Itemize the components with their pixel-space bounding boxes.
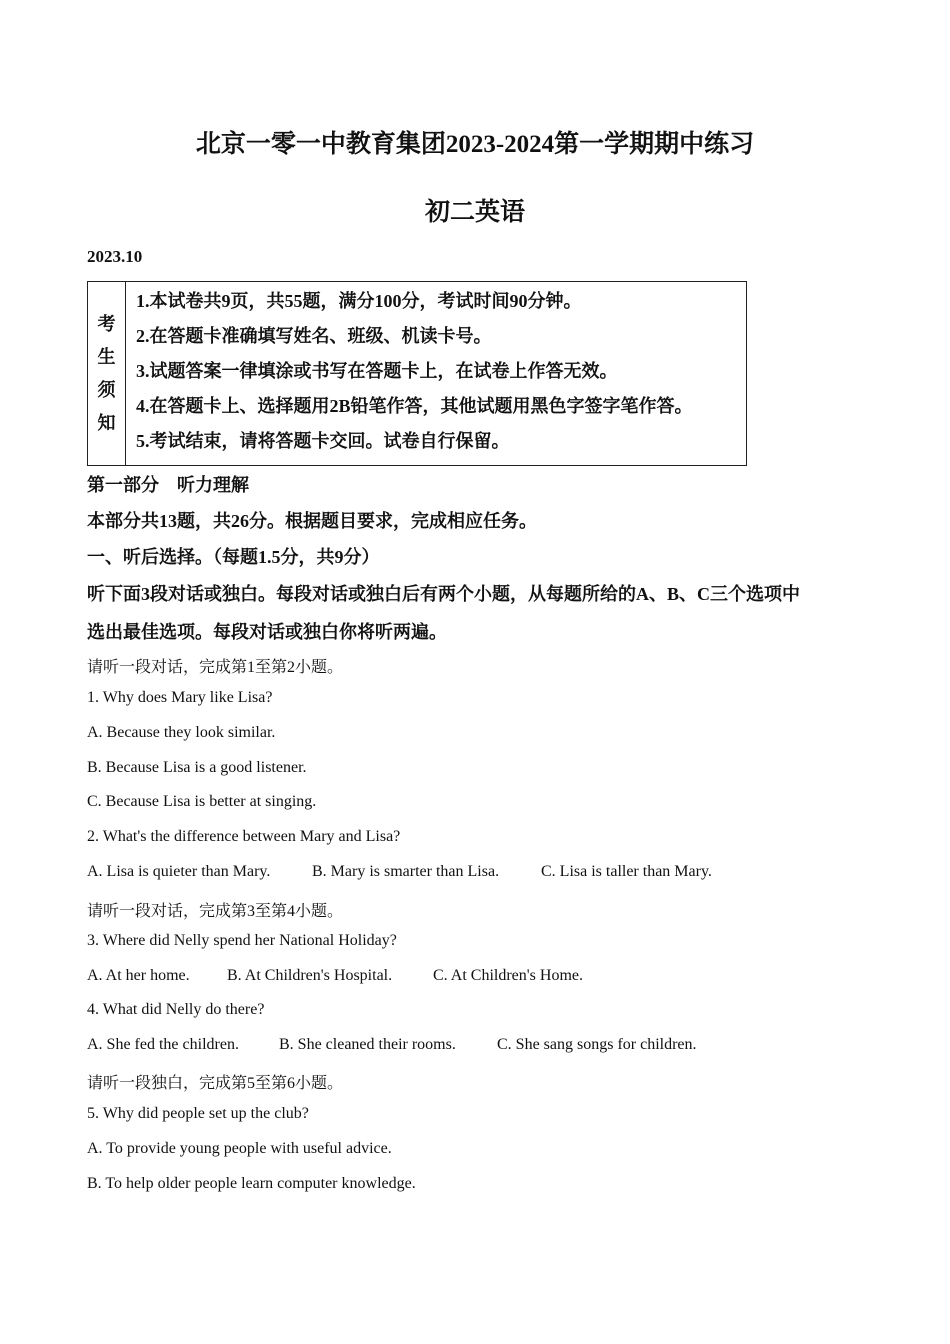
part-intro: 本部分共13题，共26分。根据题目要求，完成相应任务。 [87, 511, 537, 531]
q3-option-c: C. At Children's Home. [433, 967, 583, 984]
q4-option-b: B. She cleaned their rooms. [279, 1036, 456, 1053]
q3-option-a: A. At her home. [87, 967, 190, 984]
q1-option-b: B. Because Lisa is a good listener. [87, 759, 307, 776]
exam-title: 北京一零一中教育集团2023-2024第一学期期中练习 [195, 131, 755, 158]
question-5: 5. Why did people set up the club? [87, 1105, 309, 1122]
part-heading: 第一部分 听力理解 [87, 475, 249, 495]
exam-date: 2023.10 [87, 247, 143, 266]
notice-item: 5.考试结束，请将答题卡交回。试卷自行保留。 [136, 431, 510, 451]
q2-option-a: A. Lisa is quieter than Mary. [87, 863, 271, 880]
section-instruction: 选出最佳选项。每段对话或独白你将听两遍。 [87, 622, 447, 642]
section-title: 一、听后选择。（每题1.5分，共9分） [87, 547, 380, 567]
question-2: 2. What's the difference between Mary and Lisa? [87, 828, 401, 845]
notice-label: 考生须知 [97, 313, 116, 433]
notice-item: 2.在答题卡准确填写姓名、班级、机读卡号。 [136, 326, 492, 346]
q5-option-b: B. To help older people learn computer knowledge. [87, 1175, 416, 1192]
section-instruction: 听下面3段对话或独白。每段对话或独白后有两个小题，从每题所给的A、B、C三个选项中 [87, 584, 800, 604]
candidate-notice-box [87, 281, 747, 466]
q2-option-b: B. Mary is smarter than Lisa. [312, 863, 500, 880]
notice-item: 4.在答题卡上、选择题用2B铅笔作答，其他试题用黑色字签字笔作答。 [136, 396, 693, 416]
q5-option-a: A. To provide young people with useful advice. [87, 1140, 392, 1157]
question-3: 3. Where did Nelly spend her National Holiday? [87, 932, 397, 949]
q2-option-c: C. Lisa is taller than Mary. [541, 863, 712, 880]
q3-option-b: B. At Children's Hospital. [227, 967, 393, 984]
notice-label-cell [88, 282, 126, 465]
listening-prompt: 请听一段对话，完成第1至第2小题。 [87, 659, 344, 676]
exam-subtitle: 初二英语 [424, 199, 525, 226]
question-4: 4. What did Nelly do there? [87, 1001, 265, 1018]
listening-prompt: 请听一段对话，完成第3至第4小题。 [87, 903, 344, 920]
notice-item: 1.本试卷共9页，共55题，满分100分，考试时间90分钟。 [136, 291, 582, 311]
listening-prompt: 请听一段独白，完成第5至第6小题。 [87, 1075, 344, 1092]
q1-option-a: A. Because they look similar. [87, 724, 276, 741]
notice-item: 3.试题答案一律填涂或书写在答题卡上，在试卷上作答无效。 [136, 361, 618, 381]
q1-option-c: C. Because Lisa is better at singing. [87, 793, 317, 810]
q4-option-c: C. She sang songs for children. [497, 1036, 697, 1053]
question-1: 1. Why does Mary like Lisa? [87, 689, 273, 706]
q4-option-a: A. She fed the children. [87, 1036, 239, 1053]
notice-items [136, 288, 693, 463]
